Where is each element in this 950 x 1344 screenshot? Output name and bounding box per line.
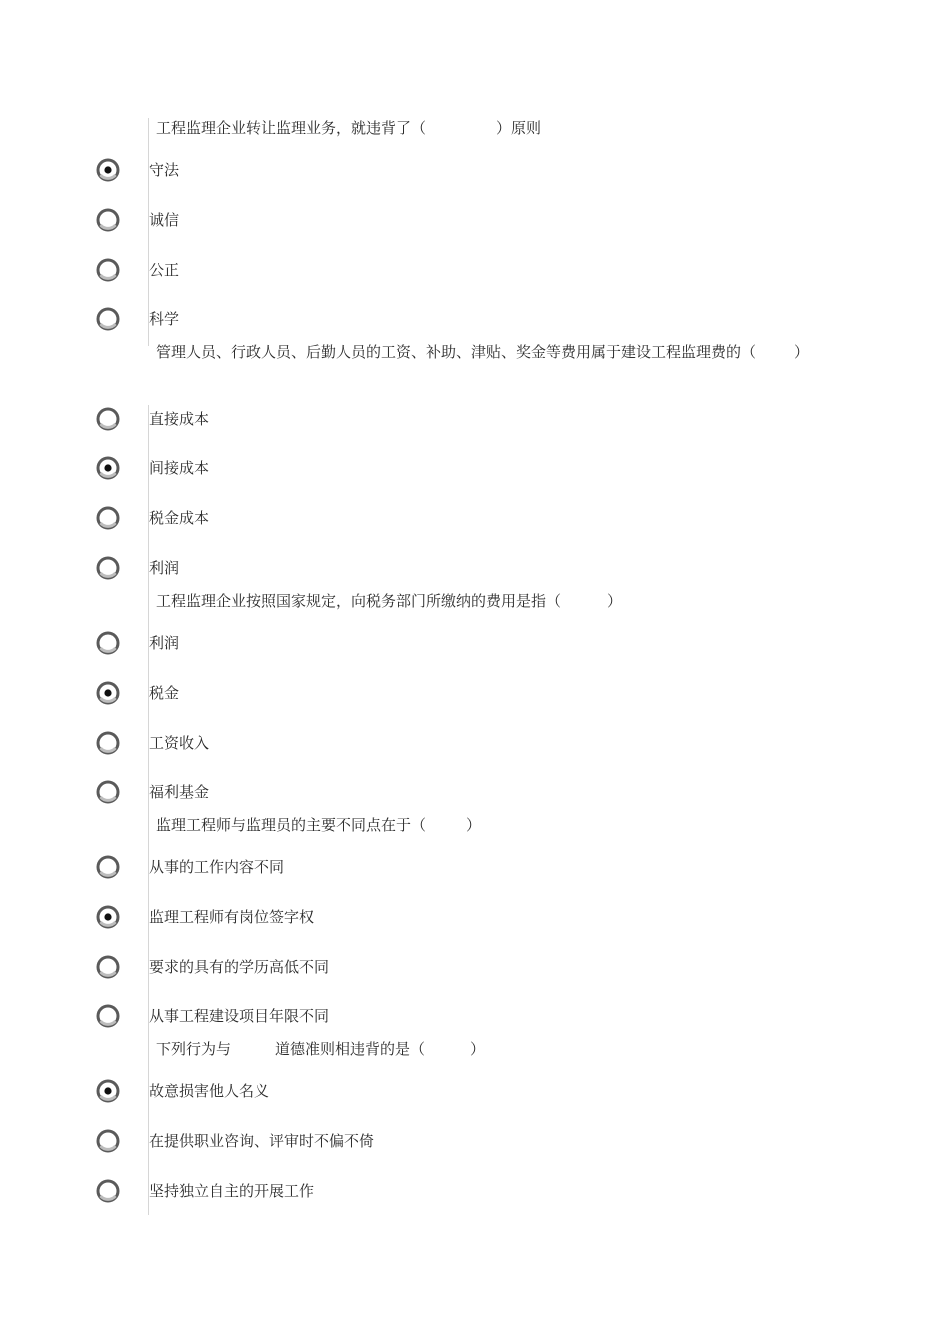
question-2 xyxy=(156,340,816,364)
question-4-text-before: 监理工程师与监理员的主要不同点在于（ xyxy=(156,816,427,834)
radio-q1-option-3[interactable] xyxy=(95,257,121,283)
radio-circle-icon xyxy=(95,1128,121,1154)
question-3-text-after: ） xyxy=(607,592,623,610)
radio-q2-option-4[interactable] xyxy=(95,555,121,581)
radio-q4-option-2[interactable] xyxy=(95,904,121,930)
radio-circle-icon xyxy=(95,1003,121,1029)
radio-circle-icon xyxy=(95,257,121,283)
option-label: 在提供职业咨询、评审时不偏不倚 xyxy=(149,1132,375,1150)
question-3-text-before: 工程监理企业按照国家规定，向税务部门所缴纳的费用是指（ xyxy=(156,592,562,610)
radio-q3-option-4[interactable] xyxy=(95,779,121,805)
radio-q1-option-2[interactable] xyxy=(95,207,121,233)
radio-q4-option-1[interactable] xyxy=(95,854,121,880)
radio-circle-icon xyxy=(95,505,121,531)
question-2-text-before: 管理人员、行政人员、后勤人员的工资、补助、津贴、奖金等费用属于建设工程监理费的（ xyxy=(156,343,757,361)
option-label: 公正 xyxy=(149,261,180,279)
radio-circle-icon xyxy=(95,207,121,233)
radio-circle-icon xyxy=(95,730,121,756)
radio-dot-icon xyxy=(104,913,111,920)
option-label: 监理工程师有岗位签字权 xyxy=(149,908,315,926)
option-label: 守法 xyxy=(149,161,180,179)
radio-circle-icon xyxy=(95,1178,121,1204)
option-label: 诚信 xyxy=(149,211,180,229)
option-label: 故意损害他人名义 xyxy=(149,1082,270,1100)
radio-circle-icon xyxy=(95,954,121,980)
radio-circle-icon xyxy=(95,680,121,706)
question-1-text-after: ）原则 xyxy=(496,119,542,137)
question-1 xyxy=(156,116,816,140)
radio-circle-icon xyxy=(95,1078,121,1104)
radio-q2-option-3[interactable] xyxy=(95,505,121,531)
radio-circle-icon xyxy=(95,555,121,581)
radio-dot-icon xyxy=(104,464,111,471)
question-5 xyxy=(156,1037,816,1061)
radio-q1-option-1[interactable] xyxy=(95,157,121,183)
question-2-text-after: ） xyxy=(794,343,810,361)
radio-q3-option-3[interactable] xyxy=(95,730,121,756)
radio-q3-option-1[interactable] xyxy=(95,630,121,656)
radio-circle-icon xyxy=(95,854,121,880)
radio-circle-icon xyxy=(95,779,121,805)
option-label: 从事的工作内容不同 xyxy=(149,858,285,876)
question-5-text-after: 道德准则相违背的是（ ） xyxy=(275,1040,486,1058)
radio-circle-icon xyxy=(95,455,121,481)
question-4 xyxy=(156,813,816,837)
question-5-text-before: 下列行为与 xyxy=(156,1040,232,1058)
radio-dot-icon xyxy=(104,1087,111,1094)
option-label: 坚持独立自主的开展工作 xyxy=(149,1182,315,1200)
option-label: 税金 xyxy=(149,684,180,702)
radio-q5-option-2[interactable] xyxy=(95,1128,121,1154)
question-1-text-before: 工程监理企业转让监理业务，就违背了（ xyxy=(156,119,427,137)
radio-q2-option-1[interactable] xyxy=(95,406,121,432)
radio-q3-option-2[interactable] xyxy=(95,680,121,706)
radio-q4-option-4[interactable] xyxy=(95,1003,121,1029)
option-label: 利润 xyxy=(149,559,180,577)
option-label: 直接成本 xyxy=(149,410,210,428)
option-label: 税金成本 xyxy=(149,509,210,527)
option-label: 利润 xyxy=(149,634,180,652)
radio-circle-icon xyxy=(95,630,121,656)
option-label: 福利基金 xyxy=(149,783,210,801)
radio-circle-icon xyxy=(95,306,121,332)
option-label: 工资收入 xyxy=(149,734,210,752)
radio-circle-icon xyxy=(95,157,121,183)
option-label: 科学 xyxy=(149,310,180,328)
option-label: 要求的具有的学历高低不同 xyxy=(149,958,330,976)
radio-q2-option-2[interactable] xyxy=(95,455,121,481)
option-label: 间接成本 xyxy=(149,459,210,477)
radio-q1-option-4[interactable] xyxy=(95,306,121,332)
radio-circle-icon xyxy=(95,904,121,930)
option-label: 从事工程建设项目年限不同 xyxy=(149,1007,330,1025)
radio-dot-icon xyxy=(104,689,111,696)
radio-q5-option-3[interactable] xyxy=(95,1178,121,1204)
radio-q5-option-1[interactable] xyxy=(95,1078,121,1104)
radio-q4-option-3[interactable] xyxy=(95,954,121,980)
question-3 xyxy=(156,589,816,613)
question-4-text-after: ） xyxy=(466,816,482,834)
radio-circle-icon xyxy=(95,406,121,432)
radio-dot-icon xyxy=(104,166,111,173)
